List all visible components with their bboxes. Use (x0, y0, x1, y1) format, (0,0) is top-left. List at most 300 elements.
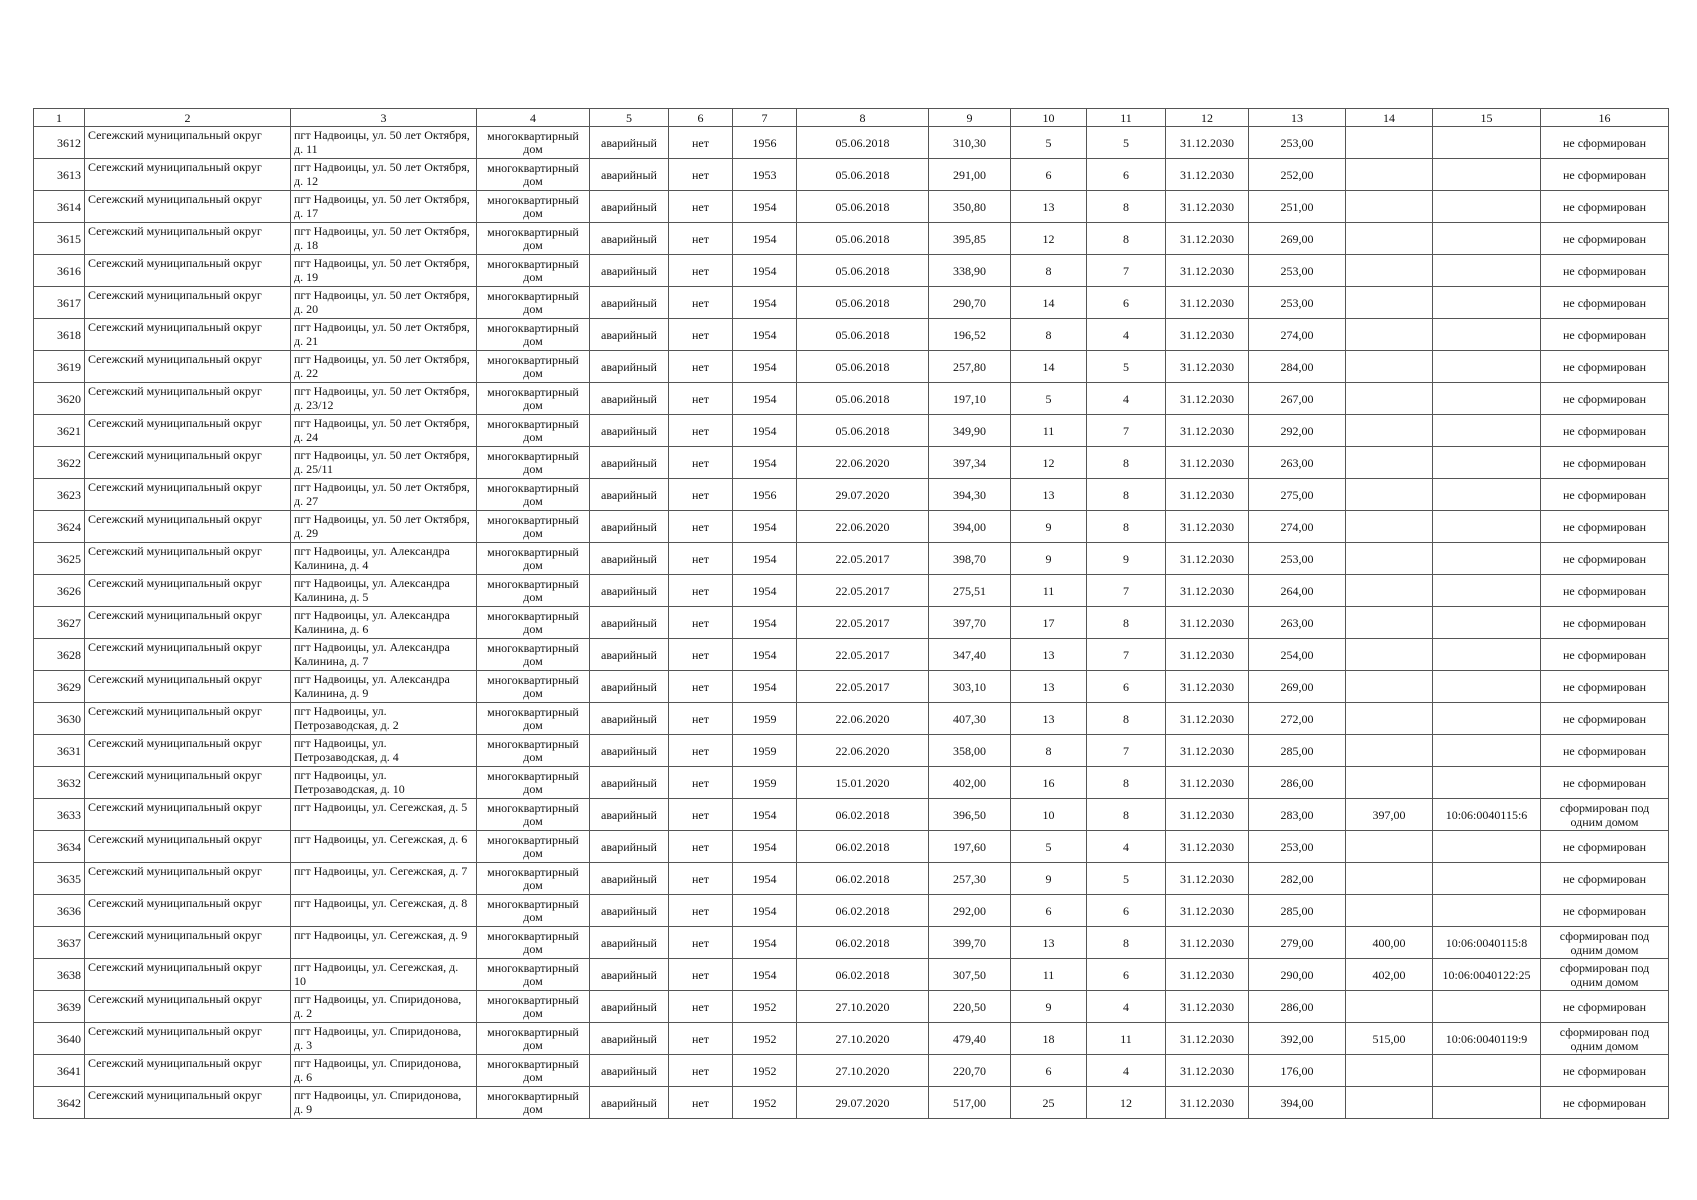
cost-cell: 284,00 (1249, 351, 1346, 383)
address-cell: пгт Надвоицы, ул. Спиридонова, д. 6 (291, 1055, 477, 1087)
condition-cell: аварийный (590, 543, 669, 575)
land-status-cell: не сформирован (1541, 319, 1669, 351)
cost-cell: 264,00 (1249, 575, 1346, 607)
cadastral-number-cell (1433, 159, 1541, 191)
year-built-cell: 1954 (733, 799, 797, 831)
flag-cell: нет (669, 1087, 733, 1119)
table-row (34, 447, 1669, 479)
cost-cell: 269,00 (1249, 223, 1346, 255)
recognition-date-cell: 27.10.2020 (797, 1055, 929, 1087)
deadline-cell: 31.12.2030 (1166, 927, 1249, 959)
deadline-cell: 31.12.2030 (1166, 575, 1249, 607)
residents-cell: 12 (1011, 447, 1087, 479)
column-number-10: 10 (1011, 109, 1087, 127)
cadastral-number-cell (1433, 831, 1541, 863)
address-cell: пгт Надвоицы, ул. Сегежская, д. 8 (291, 895, 477, 927)
flag-cell: нет (669, 799, 733, 831)
flag-cell: нет (669, 415, 733, 447)
flag-cell: нет (669, 639, 733, 671)
column-number-16: 16 (1541, 109, 1669, 127)
apartments-cell: 6 (1087, 671, 1166, 703)
land-area-cell (1346, 543, 1433, 575)
residents-cell: 8 (1011, 255, 1087, 287)
deadline-cell: 31.12.2030 (1166, 479, 1249, 511)
address-cell: пгт Надвоицы, ул. Сегежская, д. 9 (291, 927, 477, 959)
row-number-cell: 3639 (34, 991, 85, 1023)
residents-cell: 12 (1011, 223, 1087, 255)
area-cell: 275,51 (929, 575, 1011, 607)
year-built-cell: 1954 (733, 671, 797, 703)
table-row (34, 959, 1669, 991)
area-cell: 197,60 (929, 831, 1011, 863)
residents-cell: 6 (1011, 1055, 1087, 1087)
municipality-cell: Сегежский муниципальный округ (85, 703, 291, 735)
cadastral-number-cell (1433, 1087, 1541, 1119)
condition-cell: аварийный (590, 991, 669, 1023)
apartments-cell: 8 (1087, 927, 1166, 959)
land-area-cell (1346, 447, 1433, 479)
table-row (34, 1055, 1669, 1087)
recognition-date-cell: 05.06.2018 (797, 223, 929, 255)
address-cell: пгт Надвоицы, ул. 50 лет Октября, д. 29 (291, 511, 477, 543)
deadline-cell: 31.12.2030 (1166, 671, 1249, 703)
table-row (34, 479, 1669, 511)
address-cell: пгт Надвоицы, ул. Петрозаводская, д. 4 (291, 735, 477, 767)
residents-cell: 13 (1011, 479, 1087, 511)
recognition-date-cell: 05.06.2018 (797, 159, 929, 191)
land-area-cell (1346, 639, 1433, 671)
row-number-cell: 3618 (34, 319, 85, 351)
cadastral-number-cell (1433, 863, 1541, 895)
area-cell: 517,00 (929, 1087, 1011, 1119)
area-cell: 399,70 (929, 927, 1011, 959)
condition-cell: аварийный (590, 703, 669, 735)
apartments-cell: 8 (1087, 703, 1166, 735)
land-status-cell: сформирован под одним домом (1541, 1023, 1669, 1055)
cost-cell: 253,00 (1249, 831, 1346, 863)
cadastral-number-cell (1433, 255, 1541, 287)
deadline-cell: 31.12.2030 (1166, 959, 1249, 991)
residents-cell: 6 (1011, 159, 1087, 191)
condition-cell: аварийный (590, 191, 669, 223)
municipality-cell: Сегежский муниципальный округ (85, 831, 291, 863)
flag-cell: нет (669, 671, 733, 703)
year-built-cell: 1954 (733, 831, 797, 863)
cost-cell: 283,00 (1249, 799, 1346, 831)
area-cell: 349,90 (929, 415, 1011, 447)
table-row (34, 351, 1669, 383)
residents-cell: 5 (1011, 831, 1087, 863)
column-number-6: 6 (669, 109, 733, 127)
address-cell: пгт Надвоицы, ул. 50 лет Октября, д. 12 (291, 159, 477, 191)
area-cell: 347,40 (929, 639, 1011, 671)
municipality-cell: Сегежский муниципальный округ (85, 223, 291, 255)
recognition-date-cell: 06.02.2018 (797, 863, 929, 895)
deadline-cell: 31.12.2030 (1166, 223, 1249, 255)
deadline-cell: 31.12.2030 (1166, 255, 1249, 287)
building-type-cell: многоквартирный дом (477, 287, 590, 319)
address-cell: пгт Надвоицы, ул. 50 лет Октября, д. 23/12 (291, 383, 477, 415)
cost-cell: 253,00 (1249, 127, 1346, 159)
year-built-cell: 1954 (733, 191, 797, 223)
apartments-cell: 8 (1087, 479, 1166, 511)
municipality-cell: Сегежский муниципальный округ (85, 159, 291, 191)
address-cell: пгт Надвоицы, ул. 50 лет Октября, д. 22 (291, 351, 477, 383)
municipality-cell: Сегежский муниципальный округ (85, 863, 291, 895)
condition-cell: аварийный (590, 1023, 669, 1055)
cost-cell: 176,00 (1249, 1055, 1346, 1087)
recognition-date-cell: 05.06.2018 (797, 255, 929, 287)
condition-cell: аварийный (590, 479, 669, 511)
apartments-cell: 4 (1087, 319, 1166, 351)
table-row (34, 863, 1669, 895)
cadastral-number-cell (1433, 447, 1541, 479)
apartments-cell: 8 (1087, 447, 1166, 479)
address-cell: пгт Надвоицы, ул. Спиридонова, д. 2 (291, 991, 477, 1023)
cost-cell: 292,00 (1249, 415, 1346, 447)
year-built-cell: 1954 (733, 895, 797, 927)
table-row (34, 799, 1669, 831)
address-cell: пгт Надвоицы, ул. 50 лет Октября, д. 27 (291, 479, 477, 511)
flag-cell: нет (669, 255, 733, 287)
flag-cell: нет (669, 191, 733, 223)
area-cell: 394,30 (929, 479, 1011, 511)
row-number-cell: 3621 (34, 415, 85, 447)
building-type-cell: многоквартирный дом (477, 639, 590, 671)
cost-cell: 285,00 (1249, 735, 1346, 767)
building-type-cell: многоквартирный дом (477, 863, 590, 895)
flag-cell: нет (669, 575, 733, 607)
cadastral-number-cell (1433, 223, 1541, 255)
table-row (34, 703, 1669, 735)
deadline-cell: 31.12.2030 (1166, 831, 1249, 863)
column-number-1: 1 (34, 109, 85, 127)
flag-cell: нет (669, 1055, 733, 1087)
table-row (34, 383, 1669, 415)
flag-cell: нет (669, 351, 733, 383)
municipality-cell: Сегежский муниципальный округ (85, 191, 291, 223)
recognition-date-cell: 27.10.2020 (797, 991, 929, 1023)
row-number-cell: 3616 (34, 255, 85, 287)
apartments-cell: 11 (1087, 1023, 1166, 1055)
land-status-cell: не сформирован (1541, 671, 1669, 703)
row-number-cell: 3626 (34, 575, 85, 607)
building-type-cell: многоквартирный дом (477, 895, 590, 927)
cost-cell: 392,00 (1249, 1023, 1346, 1055)
apartments-cell: 4 (1087, 991, 1166, 1023)
deadline-cell: 31.12.2030 (1166, 639, 1249, 671)
building-type-cell: многоквартирный дом (477, 319, 590, 351)
land-status-cell: не сформирован (1541, 607, 1669, 639)
cost-cell: 254,00 (1249, 639, 1346, 671)
residents-cell: 11 (1011, 959, 1087, 991)
deadline-cell: 31.12.2030 (1166, 1023, 1249, 1055)
residents-cell: 13 (1011, 639, 1087, 671)
deadline-cell: 31.12.2030 (1166, 447, 1249, 479)
land-area-cell (1346, 319, 1433, 351)
municipality-cell: Сегежский муниципальный округ (85, 927, 291, 959)
recognition-date-cell: 22.05.2017 (797, 607, 929, 639)
municipality-cell: Сегежский муниципальный округ (85, 959, 291, 991)
cadastral-number-cell (1433, 767, 1541, 799)
address-cell: пгт Надвоицы, ул. Александра Калинина, д. 6 (291, 607, 477, 639)
deadline-cell: 31.12.2030 (1166, 191, 1249, 223)
table-row (34, 895, 1669, 927)
municipality-cell: Сегежский муниципальный округ (85, 415, 291, 447)
land-area-cell (1346, 831, 1433, 863)
cadastral-number-cell (1433, 383, 1541, 415)
land-area-cell: 400,00 (1346, 927, 1433, 959)
cadastral-number-cell (1433, 479, 1541, 511)
apartments-cell: 7 (1087, 735, 1166, 767)
municipality-cell: Сегежский муниципальный округ (85, 735, 291, 767)
apartments-cell: 8 (1087, 799, 1166, 831)
table-row (34, 511, 1669, 543)
year-built-cell: 1952 (733, 1087, 797, 1119)
cost-cell: 267,00 (1249, 383, 1346, 415)
area-cell: 394,00 (929, 511, 1011, 543)
cost-cell: 251,00 (1249, 191, 1346, 223)
cadastral-number-cell (1433, 607, 1541, 639)
building-type-cell: многоквартирный дом (477, 1087, 590, 1119)
year-built-cell: 1954 (733, 255, 797, 287)
address-cell: пгт Надвоицы, ул. Петрозаводская, д. 10 (291, 767, 477, 799)
land-area-cell (1346, 223, 1433, 255)
address-cell: пгт Надвоицы, ул. 50 лет Октября, д. 20 (291, 287, 477, 319)
area-cell: 292,00 (929, 895, 1011, 927)
flag-cell: нет (669, 959, 733, 991)
residents-cell: 25 (1011, 1087, 1087, 1119)
row-number-cell: 3623 (34, 479, 85, 511)
land-area-cell (1346, 895, 1433, 927)
flag-cell: нет (669, 159, 733, 191)
land-area-cell (1346, 191, 1433, 223)
address-cell: пгт Надвоицы, ул. 50 лет Октября, д. 21 (291, 319, 477, 351)
year-built-cell: 1959 (733, 735, 797, 767)
condition-cell: аварийный (590, 927, 669, 959)
building-type-cell: многоквартирный дом (477, 799, 590, 831)
recognition-date-cell: 22.05.2017 (797, 543, 929, 575)
year-built-cell: 1954 (733, 447, 797, 479)
condition-cell: аварийный (590, 447, 669, 479)
apartments-cell: 8 (1087, 511, 1166, 543)
residents-cell: 8 (1011, 735, 1087, 767)
condition-cell: аварийный (590, 735, 669, 767)
address-cell: пгт Надвоицы, ул. Александра Калинина, д. 5 (291, 575, 477, 607)
cadastral-number-cell (1433, 575, 1541, 607)
residents-cell: 9 (1011, 543, 1087, 575)
land-area-cell (1346, 1087, 1433, 1119)
land-status-cell: не сформирован (1541, 543, 1669, 575)
flag-cell: нет (669, 383, 733, 415)
column-number-13: 13 (1249, 109, 1346, 127)
cadastral-number-cell (1433, 127, 1541, 159)
row-number-cell: 3635 (34, 863, 85, 895)
area-cell: 350,80 (929, 191, 1011, 223)
condition-cell: аварийный (590, 767, 669, 799)
year-built-cell: 1954 (733, 959, 797, 991)
land-status-cell: сформирован под одним домом (1541, 799, 1669, 831)
land-status-cell: не сформирован (1541, 127, 1669, 159)
area-cell: 197,10 (929, 383, 1011, 415)
land-status-cell: не сформирован (1541, 863, 1669, 895)
row-number-cell: 3633 (34, 799, 85, 831)
address-cell: пгт Надвоицы, ул. Спиридонова, д. 3 (291, 1023, 477, 1055)
recognition-date-cell: 06.02.2018 (797, 959, 929, 991)
year-built-cell: 1953 (733, 159, 797, 191)
building-type-cell: многоквартирный дом (477, 735, 590, 767)
condition-cell: аварийный (590, 671, 669, 703)
residents-cell: 5 (1011, 127, 1087, 159)
year-built-cell: 1954 (733, 863, 797, 895)
recognition-date-cell: 05.06.2018 (797, 383, 929, 415)
condition-cell: аварийный (590, 799, 669, 831)
apartments-cell: 7 (1087, 639, 1166, 671)
building-type-cell: многоквартирный дом (477, 383, 590, 415)
row-number-cell: 3615 (34, 223, 85, 255)
cadastral-number-cell: 10:06:0040119:9 (1433, 1023, 1541, 1055)
land-status-cell: не сформирован (1541, 479, 1669, 511)
recognition-date-cell: 05.06.2018 (797, 415, 929, 447)
cadastral-number-cell (1433, 287, 1541, 319)
row-number-cell: 3634 (34, 831, 85, 863)
column-number-11: 11 (1087, 109, 1166, 127)
building-type-cell: многоквартирный дом (477, 159, 590, 191)
cadastral-number-cell (1433, 671, 1541, 703)
building-type-cell: многоквартирный дом (477, 479, 590, 511)
municipality-cell: Сегежский муниципальный округ (85, 991, 291, 1023)
row-number-cell: 3638 (34, 959, 85, 991)
residents-cell: 13 (1011, 671, 1087, 703)
flag-cell: нет (669, 735, 733, 767)
building-type-cell: многоквартирный дом (477, 831, 590, 863)
land-status-cell: не сформирован (1541, 895, 1669, 927)
cost-cell: 252,00 (1249, 159, 1346, 191)
cost-cell: 286,00 (1249, 767, 1346, 799)
flag-cell: нет (669, 127, 733, 159)
land-status-cell: не сформирован (1541, 991, 1669, 1023)
apartments-cell: 7 (1087, 575, 1166, 607)
apartments-cell: 6 (1087, 959, 1166, 991)
land-area-cell (1346, 383, 1433, 415)
land-area-cell (1346, 255, 1433, 287)
apartments-cell: 5 (1087, 127, 1166, 159)
year-built-cell: 1954 (733, 415, 797, 447)
land-area-cell (1346, 415, 1433, 447)
residents-cell: 8 (1011, 319, 1087, 351)
deadline-cell: 31.12.2030 (1166, 607, 1249, 639)
land-area-cell (1346, 863, 1433, 895)
deadline-cell: 31.12.2030 (1166, 543, 1249, 575)
area-cell: 395,85 (929, 223, 1011, 255)
row-number-cell: 3630 (34, 703, 85, 735)
apartments-cell: 6 (1087, 287, 1166, 319)
cadastral-number-cell (1433, 1055, 1541, 1087)
land-status-cell: не сформирован (1541, 447, 1669, 479)
condition-cell: аварийный (590, 383, 669, 415)
area-cell: 396,50 (929, 799, 1011, 831)
recognition-date-cell: 29.07.2020 (797, 1087, 929, 1119)
land-area-cell (1346, 767, 1433, 799)
cadastral-number-cell: 10:06:0040122:25 (1433, 959, 1541, 991)
land-area-cell (1346, 287, 1433, 319)
address-cell: пгт Надвоицы, ул. Александра Калинина, д. 7 (291, 639, 477, 671)
deadline-cell: 31.12.2030 (1166, 1087, 1249, 1119)
address-cell: пгт Надвоицы, ул. 50 лет Октября, д. 17 (291, 191, 477, 223)
row-number-cell: 3629 (34, 671, 85, 703)
flag-cell: нет (669, 895, 733, 927)
condition-cell: аварийный (590, 351, 669, 383)
land-status-cell: не сформирован (1541, 415, 1669, 447)
area-cell: 307,50 (929, 959, 1011, 991)
recognition-date-cell: 27.10.2020 (797, 1023, 929, 1055)
row-number-cell: 3632 (34, 767, 85, 799)
row-number-cell: 3628 (34, 639, 85, 671)
condition-cell: аварийный (590, 127, 669, 159)
residents-cell: 14 (1011, 351, 1087, 383)
building-type-cell: многоквартирный дом (477, 959, 590, 991)
residents-cell: 11 (1011, 415, 1087, 447)
building-type-cell: многоквартирный дом (477, 223, 590, 255)
flag-cell: нет (669, 287, 733, 319)
condition-cell: аварийный (590, 1055, 669, 1087)
address-cell: пгт Надвоицы, ул. Сегежская, д. 6 (291, 831, 477, 863)
area-cell: 291,00 (929, 159, 1011, 191)
flag-cell: нет (669, 479, 733, 511)
year-built-cell: 1954 (733, 351, 797, 383)
land-status-cell: не сформирован (1541, 735, 1669, 767)
land-status-cell: не сформирован (1541, 831, 1669, 863)
cadastral-number-cell (1433, 511, 1541, 543)
municipality-cell: Сегежский муниципальный округ (85, 1087, 291, 1119)
year-built-cell: 1954 (733, 575, 797, 607)
land-area-cell (1346, 991, 1433, 1023)
flag-cell: нет (669, 511, 733, 543)
condition-cell: аварийный (590, 607, 669, 639)
recognition-date-cell: 05.06.2018 (797, 127, 929, 159)
land-status-cell: сформирован под одним домом (1541, 959, 1669, 991)
condition-cell: аварийный (590, 159, 669, 191)
cost-cell: 279,00 (1249, 927, 1346, 959)
recognition-date-cell: 05.06.2018 (797, 351, 929, 383)
municipality-cell: Сегежский муниципальный округ (85, 319, 291, 351)
column-number-12: 12 (1166, 109, 1249, 127)
municipality-cell: Сегежский муниципальный округ (85, 639, 291, 671)
condition-cell: аварийный (590, 1087, 669, 1119)
municipality-cell: Сегежский муниципальный округ (85, 607, 291, 639)
cost-cell: 253,00 (1249, 255, 1346, 287)
row-number-cell: 3641 (34, 1055, 85, 1087)
row-number-cell: 3637 (34, 927, 85, 959)
cost-cell: 282,00 (1249, 863, 1346, 895)
registry-table (33, 108, 1669, 1119)
area-cell: 196,52 (929, 319, 1011, 351)
area-cell: 397,34 (929, 447, 1011, 479)
year-built-cell: 1952 (733, 1023, 797, 1055)
area-cell: 220,50 (929, 991, 1011, 1023)
apartments-cell: 5 (1087, 863, 1166, 895)
land-status-cell: не сформирован (1541, 287, 1669, 319)
row-number-cell: 3642 (34, 1087, 85, 1119)
recognition-date-cell: 06.02.2018 (797, 895, 929, 927)
building-type-cell: многоквартирный дом (477, 511, 590, 543)
flag-cell: нет (669, 831, 733, 863)
recognition-date-cell: 06.02.2018 (797, 831, 929, 863)
table-row (34, 127, 1669, 159)
year-built-cell: 1954 (733, 607, 797, 639)
condition-cell: аварийный (590, 415, 669, 447)
condition-cell: аварийный (590, 255, 669, 287)
